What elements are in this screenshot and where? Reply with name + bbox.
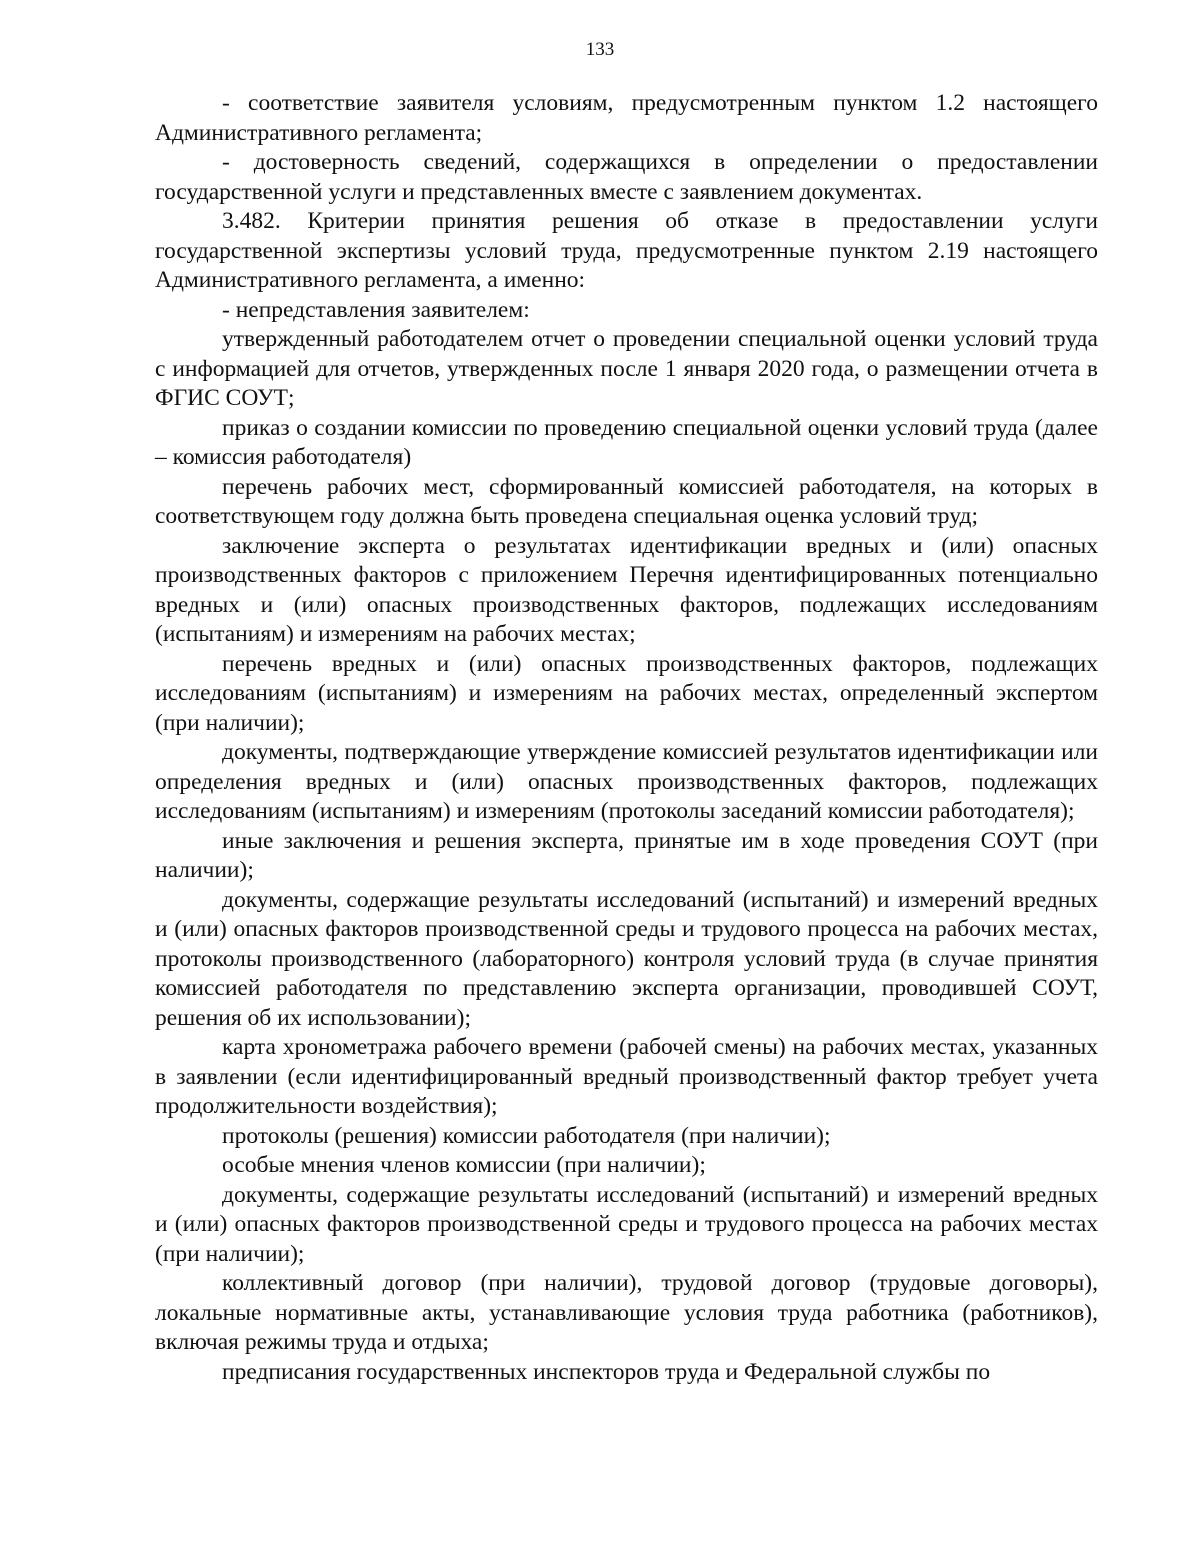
paragraph-special-opinions: особые мнения членов комиссии (при наличии); xyxy=(222,1152,706,1178)
paragraph-non-submission: - непредставления заявителем: xyxy=(222,296,530,323)
document-body xyxy=(155,89,1098,1387)
paragraph-timing-chart: карта хронометража рабочего времени (рабочей смены) на рабочих местах, указанных в заявлении (если идентифицированный вредный производственный фактор требует учета продолжительности воздействия); xyxy=(155,1034,1098,1119)
paragraph-research-results: документы, содержащие результаты исследований (испытаний) и измерений вредных и (или) опасных факторов производственной среды и трудового процесса на рабочих местах, протоколы производственного (лабораторного) контроля условий труда (в случае принятия комиссией работодателя по представлению эксперта организации, проводившей СОУТ, решения об их использовании); xyxy=(155,886,1098,1031)
paragraph-refusal-criteria: 3.482. Критерии принятия решения об отказе в предоставлении услуги государственной экспертизы условий труда, предусмотренные пунктом 2.19 настоящего Административного регламента, а именно: xyxy=(155,208,1098,293)
paragraph-inspector-orders: предписания государственных инспекторов труда и Федеральной службы по xyxy=(222,1358,991,1385)
paragraph-workplace-list: перечень рабочих мест, сформированный комиссией работодателя, на которых в соответствующем году должна быть проведена специальная оценка условий труд; xyxy=(155,473,1098,529)
page-number: 133 xyxy=(585,39,615,60)
paragraph-commission-protocols: протоколы (решения) комиссии работодателя (при наличии); xyxy=(222,1122,831,1149)
paragraph-information-reliability: - достоверность сведений, содержащихся в определении о предоставлении государственной услуги и представленных вместе с заявлением документах. xyxy=(155,149,1098,205)
paragraph-factor-list: перечень вредных и (или) опасных производственных факторов, подлежащих исследованиям (испытаниям) и измерениям на рабочих местах, определенный экспертом (при наличии); xyxy=(155,650,1098,736)
paragraph-other-conclusions: иные заключения и решения эксперта, принятые им в ходе проведения СОУТ (при наличии); xyxy=(155,827,1098,883)
paragraph-commission-order: приказ о создании комиссии по проведению специальной оценки условий труда (далее – комиссия работодателя) xyxy=(155,414,1098,470)
paragraph-expert-conclusion: заключение эксперта о результатах идентификации вредных и (или) опасных производственных факторов с приложением Перечня идентифицированных потенциально вредных и (или) опасных производственных факторов, подлежащих исследованиям (испытаниям) и измерениям на рабочих местах; xyxy=(155,532,1098,647)
paragraph-approved-report: утвержденный работодателем отчет о проведении специальной оценки условий труда с информацией для отчетов, утвержденных после 1 января 2020 года, о размещении отчета в ФГИС СОУТ; xyxy=(155,326,1098,411)
paragraph-applicant-compliance: - соответствие заявителя условиям, предусмотренным пунктом 1.2 настоящего Административного регламента; xyxy=(155,90,1098,146)
paragraph-labor-agreements: коллективный договор (при наличии), трудовой договор (трудовые договоры), локальные нормативные акты, устанавливающие условия труда работника (работников), включая режимы труда и отдыха; xyxy=(155,1270,1098,1355)
paragraph-research-results-secondary: документы, содержащие результаты исследований (испытаний) и измерений вредных и (или) опасных факторов производственной среды и трудового процесса на рабочих местах (при наличии); xyxy=(155,1181,1098,1267)
paragraph-confirming-documents: документы, подтверждающие утверждение комиссией результатов идентификации или определения вредных и (или) опасных производственных факторов, подлежащих исследованиям (испытаниям) и измерениям (протоколы заседаний комиссии работодателя); xyxy=(155,739,1098,824)
